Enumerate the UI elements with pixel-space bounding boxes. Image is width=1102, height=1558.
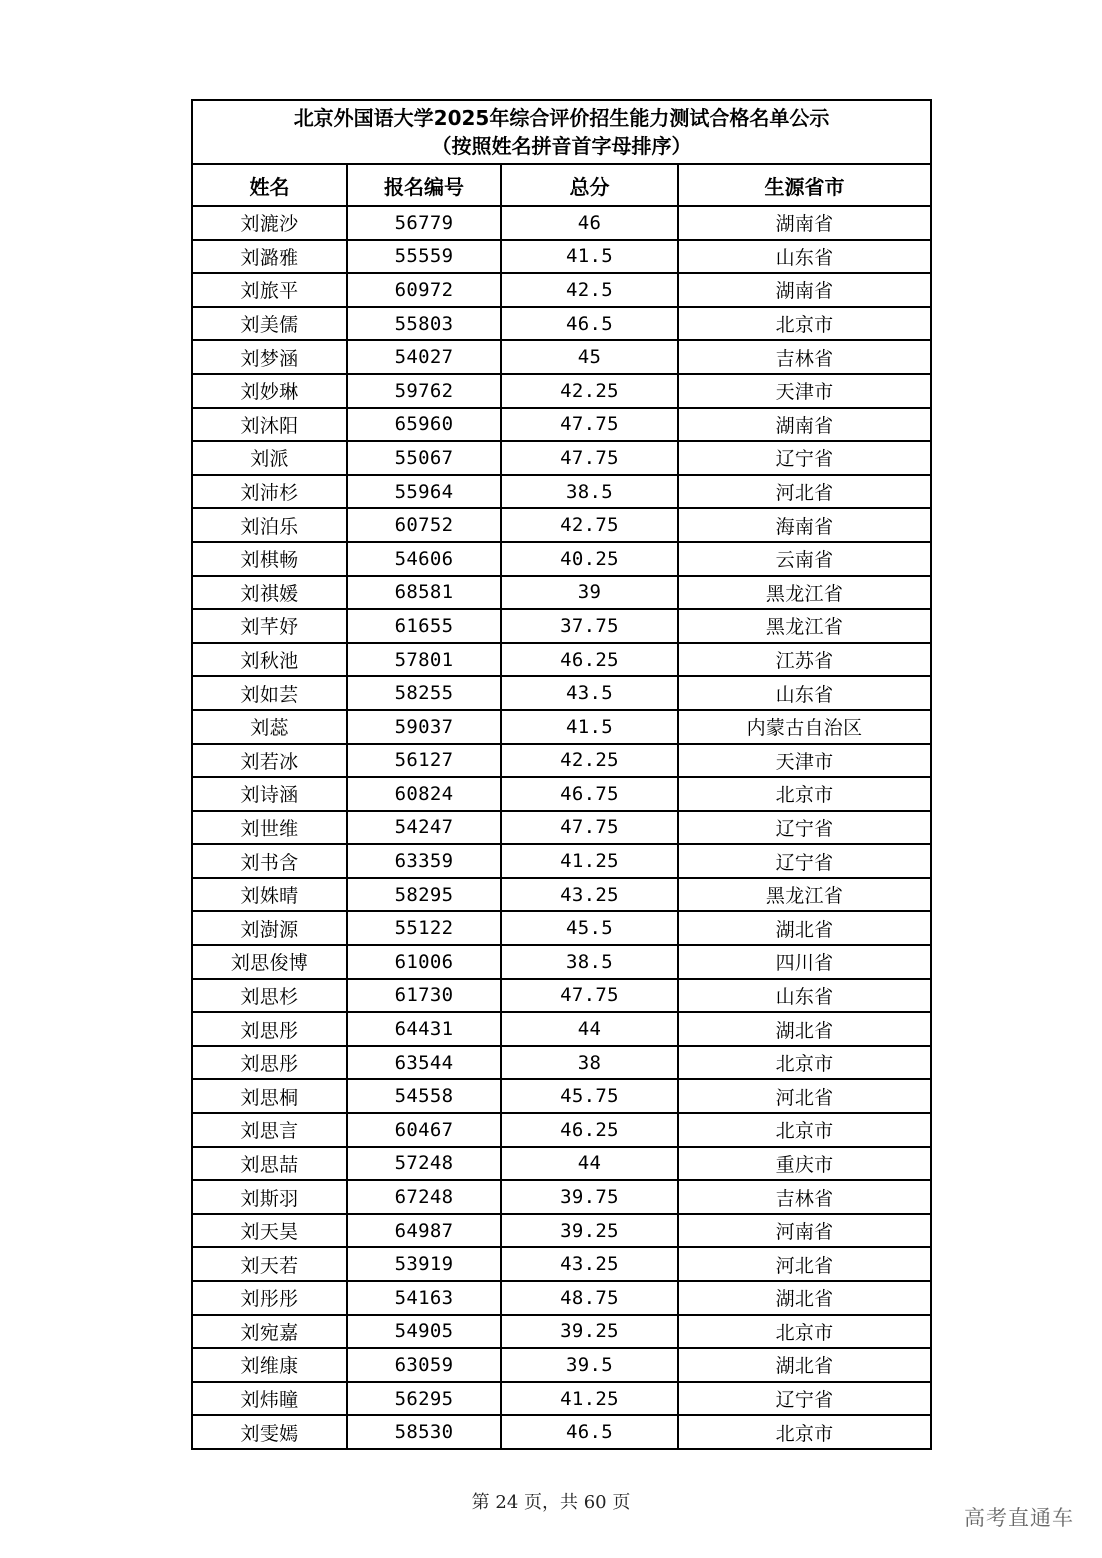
province-cell: 内蒙古自治区 xyxy=(678,710,931,744)
total-score-cell: 43.25 xyxy=(501,878,678,912)
province-cell: 北京市 xyxy=(678,1046,931,1080)
total-score-cell: 39.25 xyxy=(501,1315,678,1349)
total-score-cell: 45 xyxy=(501,340,678,374)
registration-number-cell: 55067 xyxy=(347,441,501,475)
table-row xyxy=(192,1113,931,1147)
name-cell: 刘如芸 xyxy=(192,676,347,710)
table-row xyxy=(192,1281,931,1315)
registration-number-cell: 58295 xyxy=(347,878,501,912)
province-cell: 黑龙江省 xyxy=(678,609,931,643)
province-cell: 天津市 xyxy=(678,744,931,778)
province-cell: 辽宁省 xyxy=(678,1382,931,1416)
document-subtitle: （按照姓名拼音首字母排序） xyxy=(431,134,692,158)
province-cell: 湖南省 xyxy=(678,273,931,307)
table-row xyxy=(192,777,931,811)
registration-number-cell: 58255 xyxy=(347,676,501,710)
table-row xyxy=(192,676,931,710)
name-cell: 刘书含 xyxy=(192,844,347,878)
total-score-cell: 47.75 xyxy=(501,811,678,845)
table-row xyxy=(192,576,931,610)
name-cell: 刘思彤 xyxy=(192,1012,347,1046)
province-cell: 黑龙江省 xyxy=(678,576,931,610)
registration-number-cell: 56779 xyxy=(347,206,501,240)
name-cell: 刘澍源 xyxy=(192,911,347,945)
table-row xyxy=(192,374,931,408)
name-cell: 刘梦涵 xyxy=(192,340,347,374)
registration-number-cell: 55803 xyxy=(347,307,501,341)
registration-number-cell: 54247 xyxy=(347,811,501,845)
title-row xyxy=(192,100,931,164)
province-cell: 江苏省 xyxy=(678,643,931,677)
registration-number-cell: 58530 xyxy=(347,1415,501,1449)
name-cell: 刘宛嘉 xyxy=(192,1315,347,1349)
registration-number-cell: 57248 xyxy=(347,1147,501,1181)
name-cell: 刘天昊 xyxy=(192,1214,347,1248)
province-cell: 辽宁省 xyxy=(678,441,931,475)
table-row xyxy=(192,609,931,643)
table-row xyxy=(192,1046,931,1080)
province-cell: 北京市 xyxy=(678,307,931,341)
province-cell: 湖南省 xyxy=(678,206,931,240)
registration-number-cell: 54027 xyxy=(347,340,501,374)
registration-number-cell: 55122 xyxy=(347,911,501,945)
name-cell: 刘彤彤 xyxy=(192,1281,347,1315)
table-row xyxy=(192,475,931,509)
total-score-cell: 46.25 xyxy=(501,643,678,677)
document-title: 北京外国语大学2025年综合评价招生能力测试合格名单公示 xyxy=(293,106,830,130)
province-cell: 河北省 xyxy=(678,475,931,509)
table-row xyxy=(192,844,931,878)
total-score-cell: 41.25 xyxy=(501,1382,678,1416)
registration-number-cell: 65960 xyxy=(347,408,501,442)
registration-number-cell: 56295 xyxy=(347,1382,501,1416)
name-cell: 刘炜瞳 xyxy=(192,1382,347,1416)
total-score-cell: 40.25 xyxy=(501,542,678,576)
province-cell: 湖北省 xyxy=(678,911,931,945)
name-cell: 刘雯嫣 xyxy=(192,1415,347,1449)
registration-number-cell: 61006 xyxy=(347,945,501,979)
total-score-cell: 46.25 xyxy=(501,1113,678,1147)
registration-number-cell: 54905 xyxy=(347,1315,501,1349)
registration-number-cell: 55964 xyxy=(347,475,501,509)
total-score-cell: 41.25 xyxy=(501,844,678,878)
table-row xyxy=(192,307,931,341)
province-cell: 北京市 xyxy=(678,1315,931,1349)
total-score-cell: 42.25 xyxy=(501,374,678,408)
name-cell: 刘若冰 xyxy=(192,744,347,778)
province-cell: 北京市 xyxy=(678,777,931,811)
province-cell: 吉林省 xyxy=(678,1180,931,1214)
total-score-cell: 38.5 xyxy=(501,945,678,979)
registration-number-cell: 59037 xyxy=(347,710,501,744)
table-row xyxy=(192,643,931,677)
table-row xyxy=(192,1382,931,1416)
name-cell: 刘派 xyxy=(192,441,347,475)
province-cell: 河北省 xyxy=(678,1247,931,1281)
total-score-cell: 43.5 xyxy=(501,676,678,710)
province-cell: 湖南省 xyxy=(678,408,931,442)
name-cell: 刘思彤 xyxy=(192,1046,347,1080)
registration-number-cell: 57801 xyxy=(347,643,501,677)
province-cell: 四川省 xyxy=(678,945,931,979)
province-cell: 山东省 xyxy=(678,240,931,274)
total-score-cell: 47.75 xyxy=(501,979,678,1013)
province-cell: 山东省 xyxy=(678,676,931,710)
table-row xyxy=(192,911,931,945)
registration-number-cell: 56127 xyxy=(347,744,501,778)
name-cell: 刘芊妤 xyxy=(192,609,347,643)
column-header-registration-number: 报名编号 xyxy=(347,164,501,206)
table-row xyxy=(192,1247,931,1281)
registration-number-cell: 60752 xyxy=(347,508,501,542)
province-cell: 辽宁省 xyxy=(678,844,931,878)
registration-number-cell: 60824 xyxy=(347,777,501,811)
province-cell: 河北省 xyxy=(678,1079,931,1113)
table-row xyxy=(192,1147,931,1181)
name-cell: 刘姝晴 xyxy=(192,878,347,912)
table-row xyxy=(192,240,931,274)
registration-number-cell: 63544 xyxy=(347,1046,501,1080)
registration-number-cell: 63059 xyxy=(347,1348,501,1382)
table-row xyxy=(192,273,931,307)
column-header-province: 生源省市 xyxy=(678,164,931,206)
name-cell: 刘天若 xyxy=(192,1247,347,1281)
registration-number-cell: 54558 xyxy=(347,1079,501,1113)
table-row xyxy=(192,1348,931,1382)
total-score-cell: 38 xyxy=(501,1046,678,1080)
total-score-cell: 46.5 xyxy=(501,1415,678,1449)
total-score-cell: 39 xyxy=(501,576,678,610)
registration-number-cell: 61730 xyxy=(347,979,501,1013)
province-cell: 黑龙江省 xyxy=(678,878,931,912)
table-row xyxy=(192,408,931,442)
total-score-cell: 42.25 xyxy=(501,744,678,778)
name-cell: 刘泊乐 xyxy=(192,508,347,542)
name-cell: 刘维康 xyxy=(192,1348,347,1382)
total-score-cell: 44 xyxy=(501,1012,678,1046)
admission-list-table xyxy=(191,99,932,1450)
table-row xyxy=(192,744,931,778)
registration-number-cell: 60972 xyxy=(347,273,501,307)
registration-number-cell: 64431 xyxy=(347,1012,501,1046)
registration-number-cell: 54163 xyxy=(347,1281,501,1315)
table-row xyxy=(192,1315,931,1349)
registration-number-cell: 55559 xyxy=(347,240,501,274)
registration-number-cell: 63359 xyxy=(347,844,501,878)
province-cell: 湖北省 xyxy=(678,1348,931,1382)
table-row xyxy=(192,441,931,475)
province-cell: 海南省 xyxy=(678,508,931,542)
table-body xyxy=(192,206,931,1449)
total-score-cell: 46.75 xyxy=(501,777,678,811)
watermark: 高考直通车 xyxy=(964,1506,1074,1530)
total-score-cell: 48.75 xyxy=(501,1281,678,1315)
registration-number-cell: 64987 xyxy=(347,1214,501,1248)
table-row xyxy=(192,508,931,542)
registration-number-cell: 67248 xyxy=(347,1180,501,1214)
total-score-cell: 46 xyxy=(501,206,678,240)
total-score-cell: 44 xyxy=(501,1147,678,1181)
name-cell: 刘祺媛 xyxy=(192,576,347,610)
name-cell: 刘蕊 xyxy=(192,710,347,744)
table-title-cell xyxy=(192,100,931,164)
table-row xyxy=(192,1180,931,1214)
province-cell: 湖北省 xyxy=(678,1281,931,1315)
total-score-cell: 38.5 xyxy=(501,475,678,509)
total-score-cell: 45.75 xyxy=(501,1079,678,1113)
name-cell: 刘诗涵 xyxy=(192,777,347,811)
name-cell: 刘沐阳 xyxy=(192,408,347,442)
province-cell: 湖北省 xyxy=(678,1012,931,1046)
table-row xyxy=(192,979,931,1013)
name-cell: 刘斯羽 xyxy=(192,1180,347,1214)
total-score-cell: 39.75 xyxy=(501,1180,678,1214)
column-header-name: 姓名 xyxy=(192,164,347,206)
total-score-cell: 39.5 xyxy=(501,1348,678,1382)
name-cell: 刘旅平 xyxy=(192,273,347,307)
name-cell: 刘思喆 xyxy=(192,1147,347,1181)
table-row xyxy=(192,1214,931,1248)
total-score-cell: 42.5 xyxy=(501,273,678,307)
name-cell: 刘秋池 xyxy=(192,643,347,677)
total-score-cell: 39.25 xyxy=(501,1214,678,1248)
registration-number-cell: 60467 xyxy=(347,1113,501,1147)
name-cell: 刘潞雅 xyxy=(192,240,347,274)
name-cell: 刘美儒 xyxy=(192,307,347,341)
registration-number-cell: 68581 xyxy=(347,576,501,610)
table-row xyxy=(192,1012,931,1046)
total-score-cell: 41.5 xyxy=(501,710,678,744)
registration-number-cell: 54606 xyxy=(347,542,501,576)
province-cell: 辽宁省 xyxy=(678,811,931,845)
table-row xyxy=(192,878,931,912)
province-cell: 吉林省 xyxy=(678,340,931,374)
province-cell: 河南省 xyxy=(678,1214,931,1248)
page-number: 第 24 页，共 60 页 xyxy=(471,1492,631,1513)
name-cell: 刘妙琳 xyxy=(192,374,347,408)
table-row xyxy=(192,542,931,576)
table-row xyxy=(192,340,931,374)
province-cell: 天津市 xyxy=(678,374,931,408)
total-score-cell: 41.5 xyxy=(501,240,678,274)
total-score-cell: 45.5 xyxy=(501,911,678,945)
table-row xyxy=(192,710,931,744)
table-row xyxy=(192,945,931,979)
registration-number-cell: 61655 xyxy=(347,609,501,643)
name-cell: 刘思言 xyxy=(192,1113,347,1147)
name-cell: 刘思俊博 xyxy=(192,945,347,979)
total-score-cell: 47.75 xyxy=(501,408,678,442)
name-cell: 刘思桐 xyxy=(192,1079,347,1113)
name-cell: 刘世维 xyxy=(192,811,347,845)
registration-number-cell: 59762 xyxy=(347,374,501,408)
total-score-cell: 42.75 xyxy=(501,508,678,542)
total-score-cell: 43.25 xyxy=(501,1247,678,1281)
name-cell: 刘沛杉 xyxy=(192,475,347,509)
table-row xyxy=(192,1415,931,1449)
province-cell: 北京市 xyxy=(678,1415,931,1449)
registration-number-cell: 53919 xyxy=(347,1247,501,1281)
province-cell: 山东省 xyxy=(678,979,931,1013)
total-score-cell: 47.75 xyxy=(501,441,678,475)
table-row xyxy=(192,811,931,845)
column-header-total-score: 总分 xyxy=(501,164,678,206)
province-cell: 北京市 xyxy=(678,1113,931,1147)
total-score-cell: 46.5 xyxy=(501,307,678,341)
header-row xyxy=(192,164,931,206)
province-cell: 重庆市 xyxy=(678,1147,931,1181)
table-row xyxy=(192,206,931,240)
name-cell: 刘思杉 xyxy=(192,979,347,1013)
table-row xyxy=(192,1079,931,1113)
province-cell: 云南省 xyxy=(678,542,931,576)
name-cell: 刘漉沙 xyxy=(192,206,347,240)
total-score-cell: 37.75 xyxy=(501,609,678,643)
name-cell: 刘棋畅 xyxy=(192,542,347,576)
